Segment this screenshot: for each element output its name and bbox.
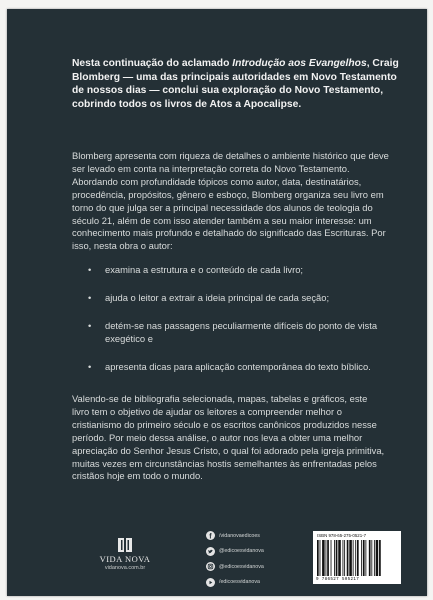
social-item[interactable] [206,544,296,560]
barcode-bars [317,540,397,576]
list-item-text: examina a estrutura e o conteúdo de cada livro; [105,264,304,275]
publisher-name: VIDA NOVA [99,554,151,564]
list-item-text: apresenta dicas para aplicação contemporânea do texto bíblico. [105,360,371,372]
social-handle: @edicoesvidanova [219,548,264,555]
publisher-logo [95,537,155,571]
bullet-icon: • [88,360,92,372]
book-title: Introdução aos Evangelhos [232,58,367,69]
bullet-icon: • [88,291,92,303]
svg-text:f: f [209,533,212,541]
features-list [88,264,398,389]
list-item-text: ajuda o leitor a extrair a ideia principal de cada seção; [105,291,330,303]
social-links [206,528,296,590]
social-item[interactable] [206,528,296,544]
lead-paragraph [72,57,402,111]
facebook-icon [206,531,215,540]
list-item [88,361,398,374]
isbn-label: ISBN 978-65-275-0521-7 [317,533,367,538]
twitter-icon [206,547,215,556]
closing-paragraph: Valendo-se de bibliografia selecionada, mapas, tabelas e gráficos, este livro tem o objetivo de ajudar os leitores a compreender melhor o cristianismo do primeiro século e os escritos canônicos produzidos nesse período. Por meio dessa análise, o autor nos leva a obter uma melhor apreciação do Senhor Jesus Cristo, o qual foi adorado pela igreja primitiva, muitas vezes em circunstâncias hostis semelhantes às enfrentadas pelos cristãos hoje em todo o mundo. [72,393,385,482]
youtube-icon [206,578,215,587]
list-item [88,292,398,305]
barcode-digits: 9 786527 505217 [316,577,360,582]
social-item[interactable] [206,559,296,575]
list-item [88,320,398,346]
social-item[interactable] [206,575,296,591]
bullet-icon: • [88,264,92,275]
social-handle: @edicoesvidanova [219,563,264,570]
barcode [313,531,401,584]
list-item [88,264,398,277]
bullet-icon: • [88,319,92,331]
description-paragraph: Blomberg apresenta com riqueza de detalhes o ambiente histórico que deve ser levado em conta na interpretação correta do Novo Testamento. Abordando com profundidade tópicos como autor, data, destinatários, procedência, propósitos, gênero e esboço, Blomberg organiza seu livro em torno do que julga ser a principal necessidade dos alunos de teologia do século 21, além de com isso atender também a seu maior interesse: um conhecimento mais profundo e detalhado do significado das Escrituras. Por isso, nesta obra o autor: [72,150,389,252]
lead-part2: , Craig Blomberg — uma das principais autoridades em Novo Testamento de nossos dias — conclui sua exploração do Novo Testamento, cobrindo todos os livros de Atos a Apocalipse. [72,58,399,110]
instagram-icon [206,562,215,571]
list-item-text: detém-se nas passagens peculiarmente difíceis do ponto de vista exegético e [105,319,378,344]
social-handle: /vidanovaedicoes [219,532,260,539]
lead-part1: Nesta continuação do aclamado [72,58,233,69]
social-handle: /edicoesvidanova [219,579,260,586]
book-icon [117,537,133,553]
publisher-site: vidanova.com.br [104,565,146,571]
